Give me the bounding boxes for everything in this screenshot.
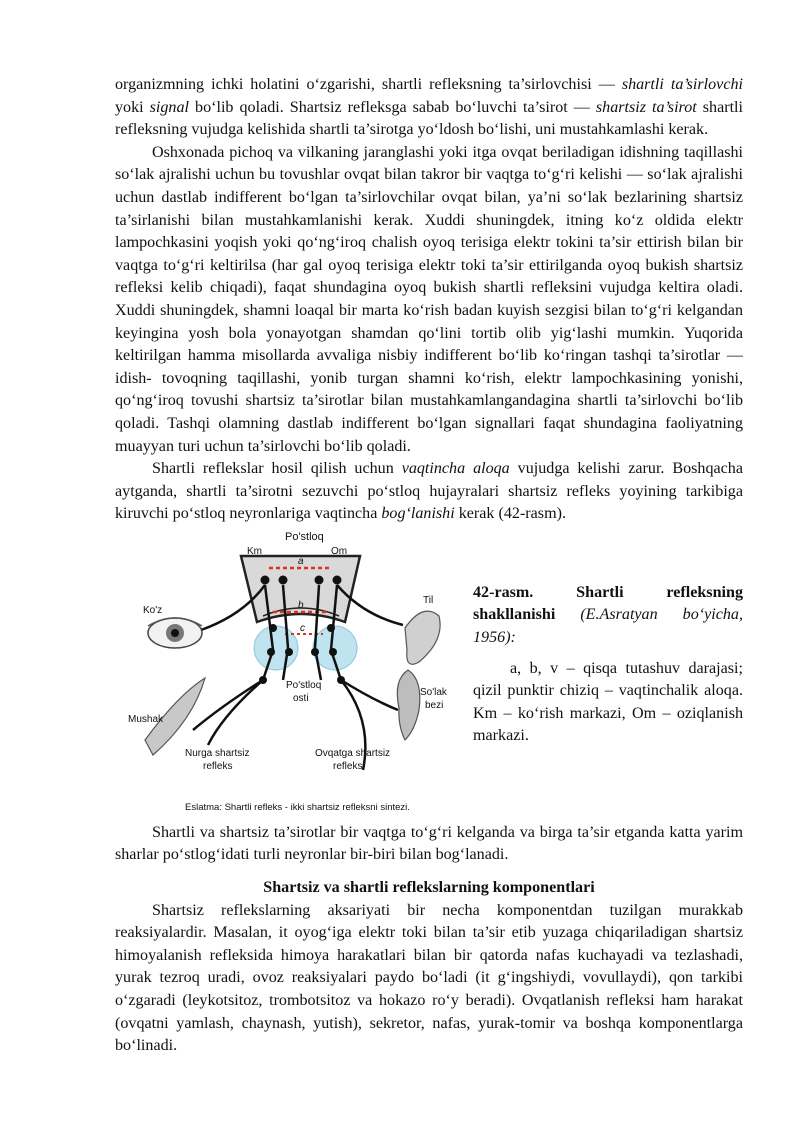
label-ovqat-1: Ovqatga shartsiz	[315, 747, 391, 759]
label-til: Til	[423, 594, 434, 606]
term-boglanishi: bog‘lanishi	[381, 505, 455, 523]
label-koz: Ko'z	[143, 604, 163, 616]
label-a: a	[298, 555, 304, 567]
label-mushak: Mushak	[128, 713, 164, 725]
label-postloq-osti-2: osti	[293, 692, 309, 704]
label-postloq: Po'stloq	[285, 530, 324, 543]
term-shartli-tasirlovchi: shartli ta’sirlovchi	[621, 76, 743, 93]
figure-42	[115, 530, 743, 822]
label-nurga-1: Nurga shartsiz	[185, 747, 250, 759]
label-km: Km	[247, 545, 262, 557]
label-postloq-osti-1: Po'stloq	[286, 679, 322, 691]
paragraph-3: Shartli reflekslar hosil qilish uchun vaqtincha aloqa vujudga kelishi zarur. Boshqacha aytganda, shartli ta’sirotni sezuvchi po‘stloq hujayralari shartsiz refleks yoyining tarkibiga kiruvchi po‘stloq neyronlariga vaqtincha bog‘lanishi kerak (42-rasm).	[115, 460, 743, 523]
tongue-icon	[405, 611, 440, 664]
label-solak-1: So'lak	[420, 686, 447, 698]
caption-title: 42-rasm. Shartli refleksning shakllanishi (E.Asratyan bo‘yicha, 1956):	[473, 583, 743, 647]
label-c: c	[300, 622, 305, 634]
term-signal: signal	[149, 98, 189, 116]
label-solak-2: bezi	[425, 699, 444, 711]
figure-caption	[473, 582, 743, 748]
label-b: b	[298, 599, 304, 611]
label-om: Om	[331, 545, 348, 557]
document-page	[115, 74, 743, 1058]
term-vaqtincha-aloqa: vaqtincha aloqa	[401, 460, 510, 478]
paragraph-1: organizmning ichki holatini o‘zgarishi, shartli refleksning ta’sirlovchisi — shartli ta’sirlovchi yoki signal bo‘lib qoladi. Shartsiz refleksga sabab bo‘luvchi ta’sirot — shartsiz ta’sirot shartli refleksning vujudga kelishida shartli ta’sirotga yo‘ldosh bo‘lishi, uni mustahkamlashi kerak.	[115, 76, 743, 139]
paragraph-2: Oshxonada pichoq va vilkaning jaranglashi yoki itga ovqat beriladigan idishning taqillashi so‘lak ajralishi uchun bu tovushlar ovqat bilan takror bir vaqtga to‘g‘ri kelishi — so‘lak ajralishi uchun dastlab indifferent bo‘lgan ta’sirlovchilar ovqat bilan, ya’ni so‘lak bezlarining shartsiz ta’sirlanishi bilan mustahkamlanishi kerak. Xuddi shuningdek, itning ko‘z oldida elektr lampochkasini yoqish yoki qo‘ng‘iroq chalish oyoq terisiga elektr tokini ta’sir ettirish bilan bir vaqtga to‘g‘ri keltirilsa (har gal oyoq terisiga elektr toki ta’sir ettirilganda oyoq bukish shartsiz refleksi kelib chiqadi), faqat shundagina oyoq bukish shartli refleksini vujudga keltira oladi. Xuddi shuningdek, shamni loaqal bir marta ko‘rish badan kuyish sezgisi bilan to‘g‘ri kelgandan keyingina yosh bola yonayotgan shamdan qo‘lini tortib olib yig‘lashi mumkin. Yuqorida keltirilgan hamma misollarda avvaliga nisbiy indifferent bo‘lib ko‘ringan tashqi ta’sirotlar — idish- tovoqning taqillashi, yonib turgan shamni ko‘rish, elektr lampochkasining yonishi, qo‘ng‘iroq tovushi shartsiz ta’sirotlar bilan mustahkamlangandagina shartli ta’sirlovchi bo‘lib qoladi. Tashqi olamning dastlab indifferent bo‘lgan signallari faqat shundagina faoliyatning muayyan turi uchun ta’sirlovchi bo‘lib qoladi.	[115, 143, 743, 455]
eye-icon	[148, 618, 202, 648]
term-shartsiz-tasirot: shartsiz ta’sirot	[595, 98, 697, 116]
section-heading: Shartsiz va shartli reflekslarning komponentlari	[263, 879, 595, 897]
label-ovqat-2: refleks	[333, 760, 363, 772]
paragraph-4: Shartli va shartsiz ta’sirotlar bir vaqtga to‘g‘ri kelganda va birga ta’sir etganda katta yarim sharlar po‘stlog‘idati turli neyronlar bir-biri bilan bog‘lanadi.	[115, 823, 743, 864]
caption-source: (E.Asratyan bo‘yicha, 1956):	[473, 606, 743, 647]
reflex-diagram	[123, 530, 468, 818]
caption-body: a, b, v – qisqa tutashuv darajasi; qizil punktir chiziq – vaqtinchalik aloqa. Km – ko‘rish markazi, Om – oziqlanish markazi.	[473, 659, 743, 745]
figure-note: Eslatma: Shartli refleks - ikki shartsiz refleksni sintezi.	[185, 801, 410, 813]
paragraph-5: Shartsiz reflekslarning aksariyati bir necha komponentdan tuzilgan murakkab reaksiyalardir. Masalan, it oyog‘iga elektr toki bilan ta’sir etib yuzaga chiqariladigan shartsiz himoyalanish refleksida himoya harakatlari bilan bir qatorda nafas kuchayadi va tezlashadi, yurak tezroq uradi, ovoz reaksiyalari paydo bo‘ladi (it g‘ingshiydi, vovullaydi), qon tarkibi o‘zgaradi (leykotsitoz, trombotsitoz va hokazo ro‘y beradi). Ovqatlanish refleksi ham harakat (ovqatni yamlash, chaynash, yutish), sekretor, nafas, yurak-tomir va boshqa komponentlarga bo‘linadi.	[115, 901, 743, 1055]
label-nurga-2: refleks	[203, 760, 233, 772]
subcortex-left	[254, 626, 298, 670]
salivary-gland-icon	[397, 670, 420, 740]
